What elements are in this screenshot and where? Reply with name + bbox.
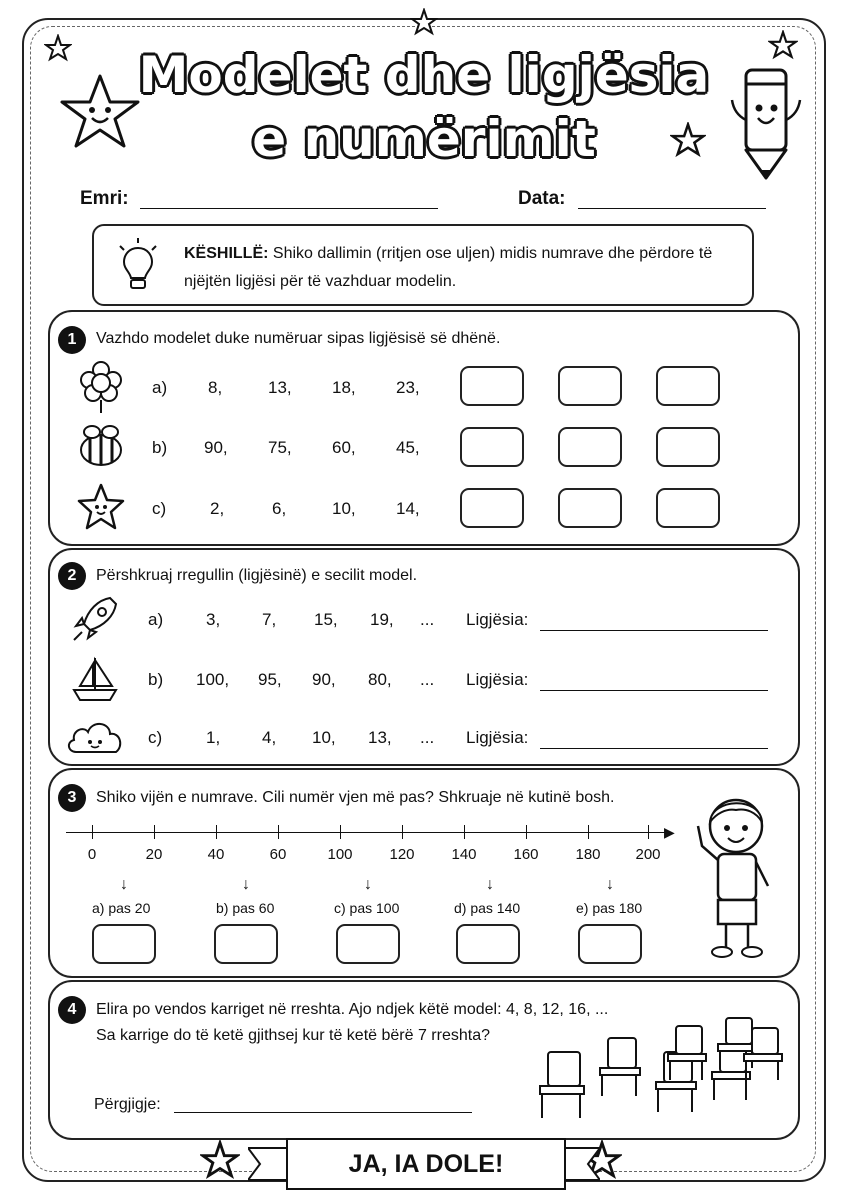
question-label: e) pas 180 <box>576 900 643 916</box>
number-line-arrow-icon: ▶ <box>664 824 675 840</box>
number-line-label: 20 <box>145 846 163 863</box>
sequence-value: 10, <box>312 728 336 747</box>
sequence-value: 19, <box>370 610 394 629</box>
sequence-value: 45, <box>396 438 420 457</box>
down-arrow-icon: ↓ <box>120 876 128 893</box>
answer-box[interactable] <box>460 427 524 467</box>
rule-answer-line[interactable] <box>540 690 768 691</box>
number-line-tick <box>92 825 93 839</box>
number-line-tick <box>464 825 465 839</box>
down-arrow-icon: ↓ <box>606 876 614 893</box>
sequence-value: 8, <box>208 378 223 397</box>
small-star-icon <box>410 8 438 36</box>
sequence-value: 13, <box>268 378 292 397</box>
number-line-label: 160 <box>513 846 539 863</box>
bee-icon <box>76 424 126 468</box>
down-arrow-icon: ↓ <box>364 876 372 893</box>
chairs-icon <box>530 1014 786 1126</box>
sequence-value: 4, <box>262 728 277 747</box>
section-number: 2 <box>58 562 86 590</box>
question-label: a) pas 20 <box>92 900 151 916</box>
answer-box[interactable] <box>578 924 642 964</box>
question-label: d) pas 140 <box>454 900 521 916</box>
number-line-label: 100 <box>327 846 353 863</box>
flower-icon <box>78 360 124 414</box>
question-label: c) pas 100 <box>334 900 400 916</box>
row-label: a) <box>152 378 168 397</box>
section-instruction: Përshkruaj rregullin (ligjësinë) e secilit model. <box>96 567 418 584</box>
page-title-line2: e numërimit <box>252 110 596 168</box>
rule-answer-line[interactable] <box>540 748 768 749</box>
sequence-value: 23, <box>396 378 420 397</box>
row-label: a) <box>148 610 164 629</box>
sequence-value: 95, <box>258 670 282 689</box>
ellipsis: ... <box>420 670 435 689</box>
answer-label: Përgjigje: <box>94 1096 161 1113</box>
rocket-icon <box>70 594 118 644</box>
sequence-value: 13, <box>368 728 392 747</box>
sailboat-icon <box>70 654 120 704</box>
number-line-tick <box>340 825 341 839</box>
page-title-line1: Modelet dhe ligjësia <box>138 46 710 104</box>
sequence-value: 60, <box>332 438 356 457</box>
answer-box[interactable] <box>336 924 400 964</box>
section-number: 4 <box>58 996 86 1024</box>
sequence-value: 14, <box>396 499 420 518</box>
number-line-label: 60 <box>269 846 287 863</box>
tip-text <box>184 240 724 296</box>
answer-box[interactable] <box>558 366 622 406</box>
number-line-label: 200 <box>635 846 661 863</box>
date-label: Data: <box>518 188 566 209</box>
row-label: b) <box>148 670 164 689</box>
sequence-value: 75, <box>268 438 292 457</box>
answer-box[interactable] <box>460 366 524 406</box>
row-label: b) <box>152 438 168 457</box>
answer-box[interactable] <box>656 488 720 528</box>
boy-character-icon <box>686 786 782 962</box>
cloud-icon <box>64 716 126 756</box>
question-label: b) pas 60 <box>216 900 275 916</box>
number-line-tick <box>648 825 649 839</box>
number-line-tick <box>588 825 589 839</box>
number-line-label: 0 <box>87 846 97 863</box>
problem-text-line2: Sa karrige do të ketë gjithsej kur të ketë bërë 7 rreshta? <box>96 1027 490 1044</box>
number-line-tick <box>154 825 155 839</box>
answer-box[interactable] <box>214 924 278 964</box>
answer-box[interactable] <box>92 924 156 964</box>
number-line-tick <box>216 825 217 839</box>
number-line-label: 140 <box>451 846 477 863</box>
sequence-value: 6, <box>272 499 287 518</box>
tip-label: KËSHILLË: <box>184 245 269 262</box>
rule-label: Ligjësia: <box>466 728 529 747</box>
ellipsis: ... <box>420 728 435 747</box>
sequence-value: 7, <box>262 610 277 629</box>
sequence-value: 1, <box>206 728 221 747</box>
section-number: 1 <box>58 326 86 354</box>
name-label: Emri: <box>80 188 129 209</box>
rule-label: Ligjësia: <box>466 610 529 629</box>
row-label: c) <box>148 728 163 747</box>
tip-box <box>92 224 754 306</box>
row-label: c) <box>152 499 167 518</box>
star-icon <box>200 1140 240 1180</box>
answer-box[interactable] <box>656 427 720 467</box>
answer-box[interactable] <box>460 488 524 528</box>
sequence-value: 90, <box>312 670 336 689</box>
rule-label: Ligjësia: <box>466 670 529 689</box>
number-line-tick <box>526 825 527 839</box>
section-instruction: Vazhdo modelet duke numëruar sipas ligjësisë së dhënë. <box>96 330 501 347</box>
section-number: 3 <box>58 784 86 812</box>
sequence-value: 10, <box>332 499 356 518</box>
down-arrow-icon: ↓ <box>486 876 494 893</box>
number-line-tick <box>402 825 403 839</box>
number-line-label: 120 <box>389 846 415 863</box>
rule-answer-line[interactable] <box>540 630 768 631</box>
answer-box[interactable] <box>456 924 520 964</box>
banner-text: JA, IA DOLE! <box>286 1138 566 1190</box>
section-instruction: Shiko vijën e numrave. Cili numër vjen më pas? Shkruaje në kutinë bosh. <box>96 789 615 806</box>
lightbulb-icon <box>116 236 160 296</box>
sequence-value: 18, <box>332 378 356 397</box>
number-line-label: 40 <box>207 846 225 863</box>
answer-box[interactable] <box>656 366 720 406</box>
sequence-value: 90, <box>204 438 228 457</box>
sequence-value: 15, <box>314 610 338 629</box>
number-line-label: 180 <box>575 846 601 863</box>
down-arrow-icon: ↓ <box>242 876 250 893</box>
sequence-value: 80, <box>368 670 392 689</box>
problem-text-line1: Elira po vendos karriget në rreshta. Ajo ndjek këtë model: 4, 8, 12, 16, ... <box>96 1001 609 1018</box>
tip-body: Shiko dallimin (rritjen ose uljen) midis numrave dhe përdore të njëjtën ligjësi për të vazhduar modelin. <box>184 245 713 290</box>
answer-box[interactable] <box>558 488 622 528</box>
answer-line[interactable] <box>174 1112 472 1113</box>
sequence-value: 3, <box>206 610 221 629</box>
starfish-icon <box>76 482 126 532</box>
answer-box[interactable] <box>558 427 622 467</box>
ellipsis: ... <box>420 610 435 629</box>
sequence-value: 2, <box>210 499 225 518</box>
number-line-tick <box>278 825 279 839</box>
date-field[interactable] <box>578 208 766 209</box>
number-line <box>66 832 672 833</box>
sequence-value: 100, <box>196 670 230 689</box>
name-field[interactable] <box>140 208 438 209</box>
